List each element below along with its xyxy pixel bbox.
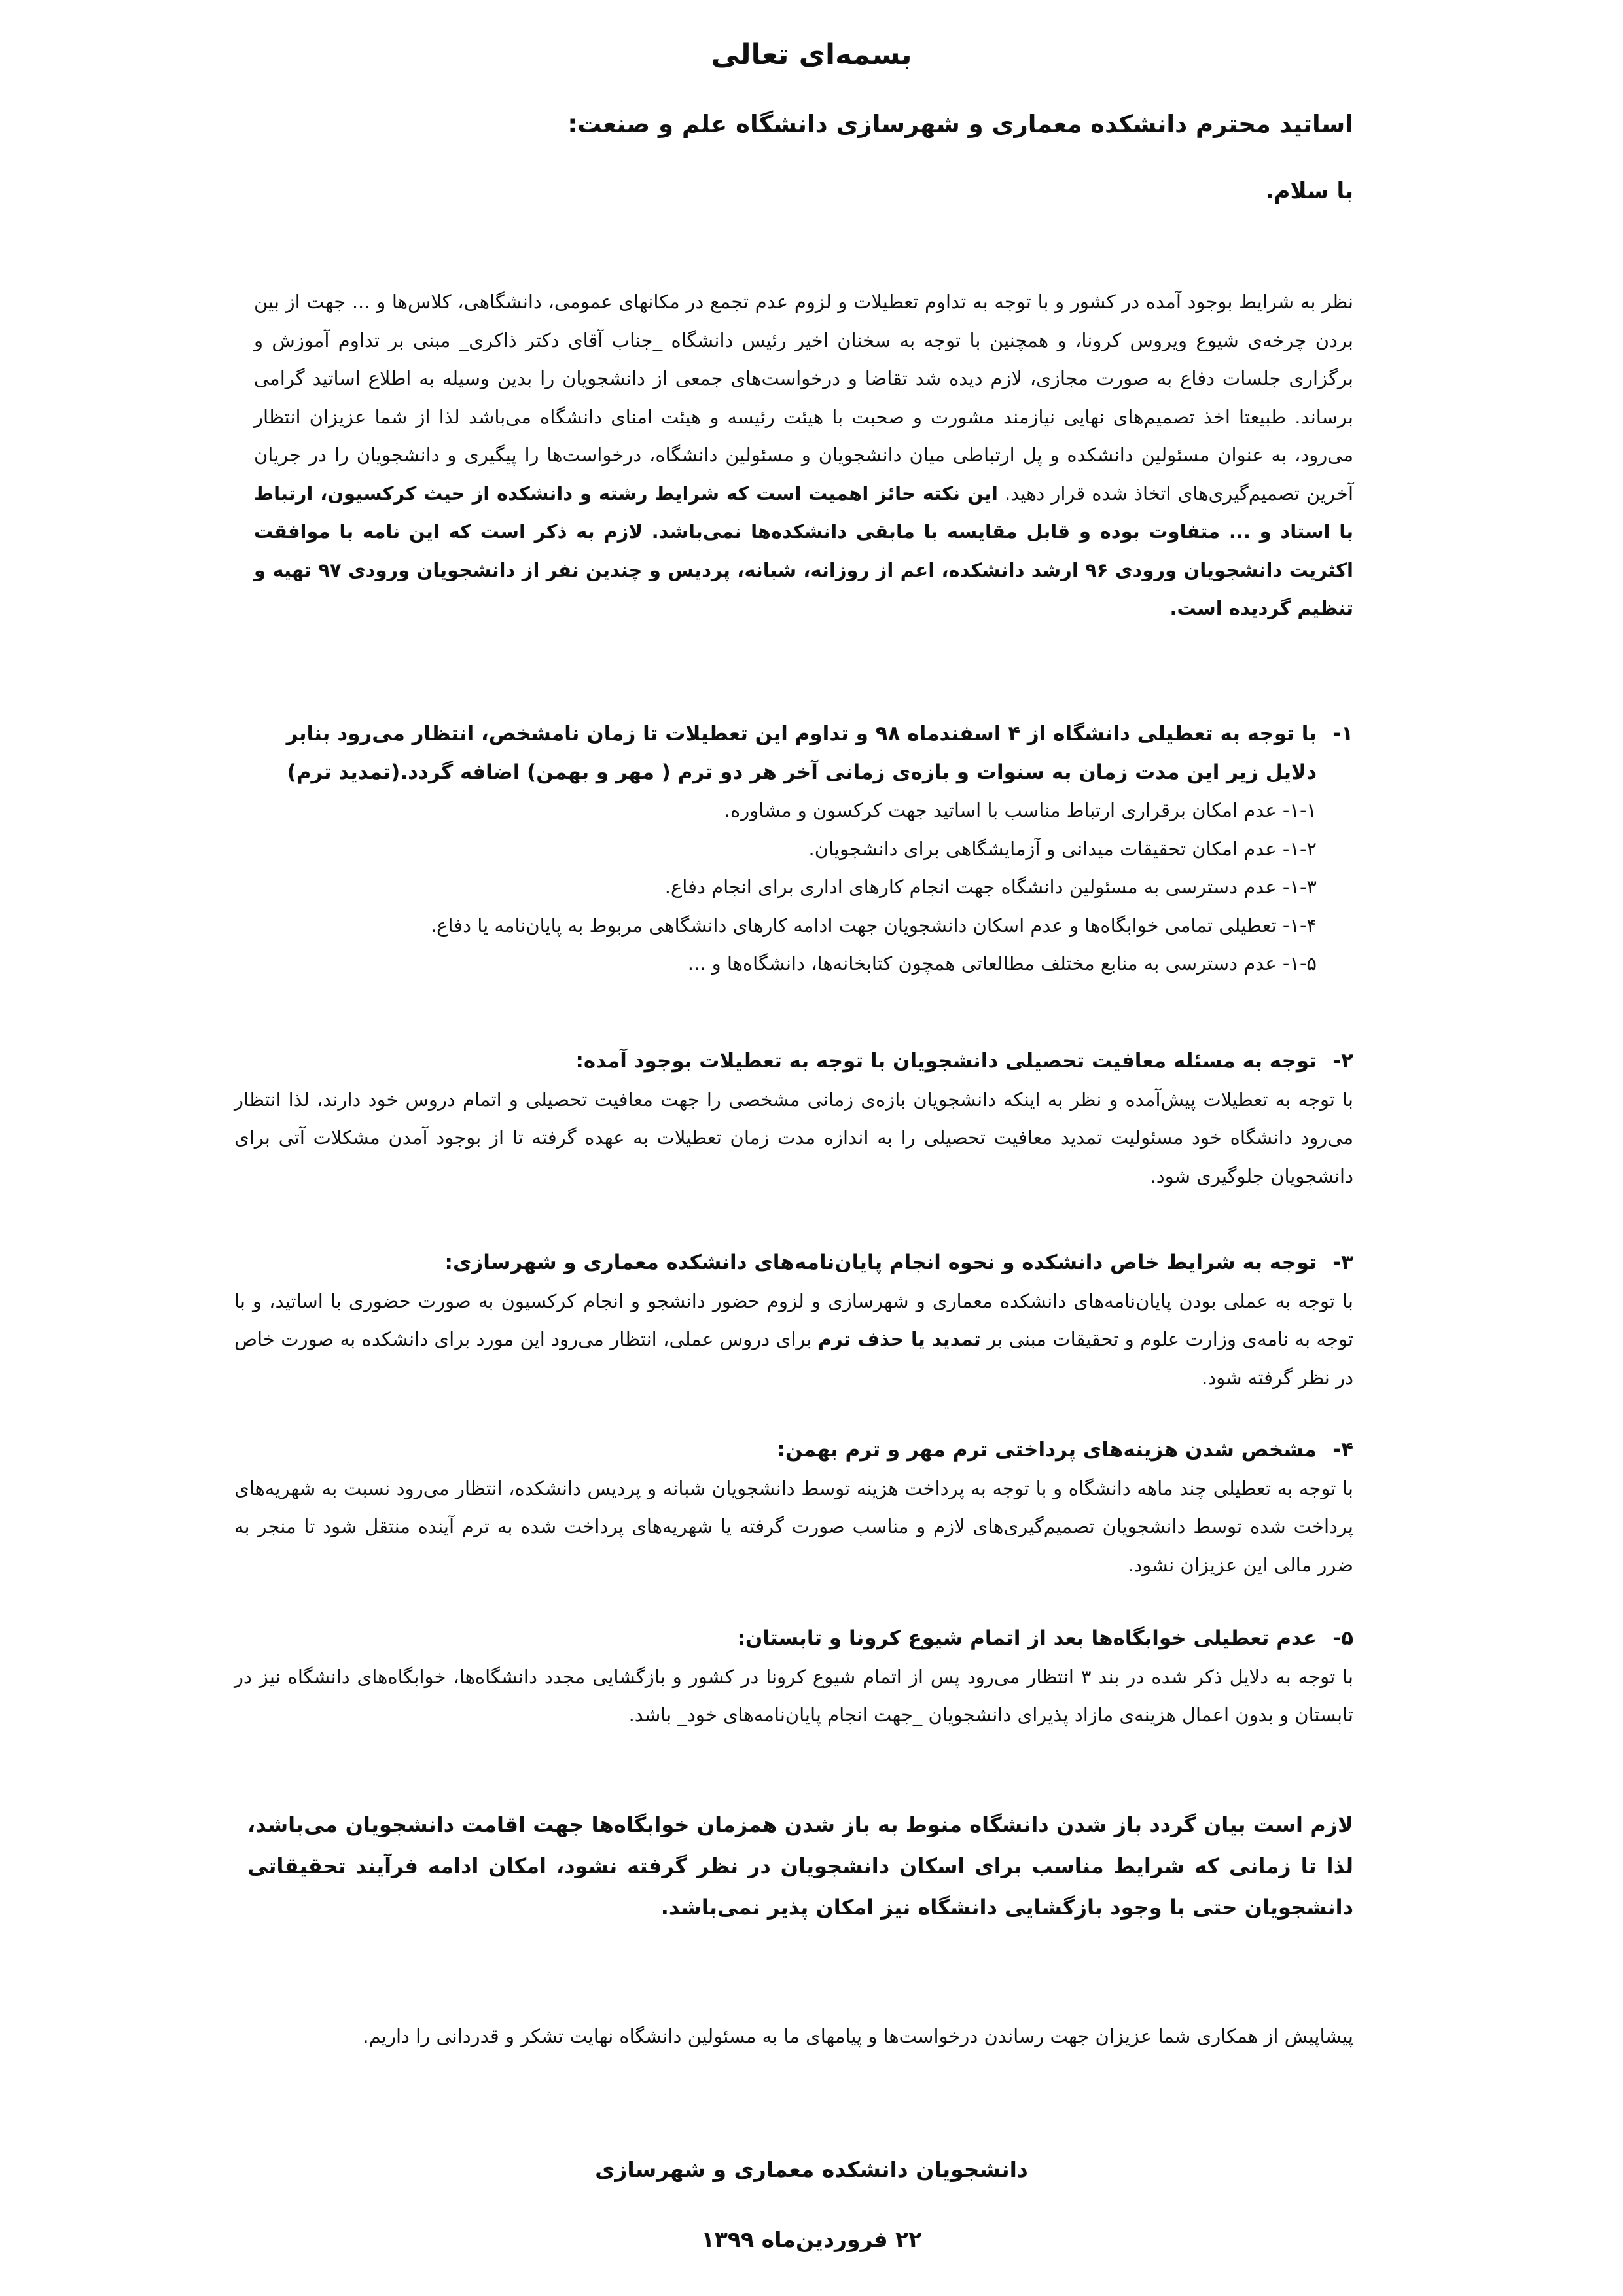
section-4-title <box>234 1431 1353 1469</box>
section-3-heading: توجه به شرایط خاص دانشکده و نحوه انجام پایان‌نامه‌های دانشکده معماری و شهرسازی: <box>444 1251 1317 1274</box>
section-1-reasons <box>234 791 1353 983</box>
intro-text: نظر به شرایط بوجود آمده در کشور و با توجه به تداوم تعطیلات و لزوم عدم تجمع در مکانهای عمومی، دانشگاهی، کلاس‌ها و ... جهت از بین بردن چرخه‌ی شیوع ویروس کرونا، و همچنین با توجه به سخنان اخیر رئیس دانشگاه _جناب آقای دکتر ذاکری_ مبنی بر تداوم آموزش و برگزاری جلسات دفاع به صورت مجازی، لازم دیده شد تقاضا و درخواست‌های جمعی از دانشجویان را بدین وسیله به اطلاع اساتید گرامی برساند. طبیعتا اخذ تصمیم‌های نهایی نیازمند مشورت و صحبت با هیئت رئیسه و هیئت امنای دانشگاه می‌باشد لذا از شما عزیزان انتظار می‌رود، به عنوان مسئولین دانشکده و پل ارتباطی میان دانشجویان و مسئولین دانشگاه، درخواست‌ها را پیگیری و دانشجویان را در جریان آخرین تصمیم‌گیری‌های اتخاذ شده قرار دهید. <box>254 291 1353 505</box>
closing-paragraph: لازم است بیان گردد باز شدن دانشگاه منوط به باز شدن همزمان خوابگاه‌ها جهت اقامت دانشجویان می‌باشد، لذا تا زمانی که شرایط مناسب برای اسکان دانشجویان در نظر گرفته نشود، امکان ادامه فرآیند تحقیقاتی دانشجویان حتی با وجود بازگشایی دانشگاه نیز امکان پذیر نمی‌باشد. <box>247 1812 1353 1920</box>
section-3-text-end: برای دروس عملی، انتظار می‌رود این مورد برای دانشکده به صورت خاص در نظر گرفته شود. <box>234 1328 1353 1389</box>
letter-heading: بسمه‌ای تعالی <box>711 38 912 71</box>
section-4-body: با توجه به تعطیلی چند ماهه دانشگاه و با توجه به پرداخت هزینه توسط دانشجویان شبانه و پردیس دانشکده، انتظار می‌رود نسبت به شهریه‌های پرداخت شده توسط دانشجویان تصمیم‌گیری‌های لازم و مناسب صورت گرفته یا شهریه‌های پرداخت شده به ترم آینده منتقل شود تا منجر به ضرر مالی این عزیزان نشود. <box>234 1477 1353 1576</box>
signature-line: دانشجویان دانشکده معماری و شهرسازی <box>595 2157 1028 2182</box>
addressee-line: اساتید محترم دانشکده معماری و شهرسازی دانشگاه علم و صنعت: <box>567 110 1353 138</box>
thanks-paragraph: پیشاپیش از همکاری شما عزیزان جهت رساندن درخواست‌ها و پیامهای ما به مسئولین دانشگاه نهایت تشکر و قدردانی را داریم. <box>363 2025 1353 2047</box>
section-5-body: با توجه به دلایل ذکر شده در بند ۳ انتظار می‌رود پس از اتمام شیوع کرونا در کشور و بازگشایی مجدد دانشگاه‌ها، خوابگاه‌های دانشگاه نیز در تابستان و بدون اعمال هزینه‌ی مازاد پذیرای دانشجویان _جهت انجام پایان‌نامه‌های خود_ باشد. <box>234 1665 1354 1726</box>
section-3-emphasis: تمدید یا حذف ترم <box>817 1328 981 1350</box>
section-5-title <box>234 1619 1353 1658</box>
section-4-number: ۴- <box>1332 1438 1353 1462</box>
salutation: با سلام. <box>1265 178 1353 204</box>
intro-emphasis: این نکته حائز اهمیت است که شرایط رشته و دانشکده از حیث کرکسیون، ارتباط با استاد و ... متفاوت بوده و قابل مقایسه با مابقی دانشکده‌ها نمی‌باشد. لازم به ذکر است که این نامه با موافقت اکثریت دانشجویان ورودی ۹۶ ارشد دانشکده، اعم از روزانه، شبانه، پردیس و چندین نفر از دانشجویان ورودی ۹۷ تهیه و تنظیم گردیده است. <box>254 482 1353 619</box>
section-3 <box>234 1244 1353 1397</box>
section-2-heading: توجه به مسئله معافیت تحصیلی دانشجویان با توجه به تعطیلات بوجود آمده: <box>575 1049 1317 1073</box>
intro-paragraph <box>254 283 1353 628</box>
section-5 <box>234 1619 1353 1734</box>
list-item: ۱-۱- عدم امکان برقراری ارتباط مناسب با اساتید جهت کرکسون و مشاوره. <box>724 799 1317 821</box>
section-3-title <box>234 1244 1353 1282</box>
section-3-number: ۳- <box>1332 1251 1353 1274</box>
section-3-body <box>234 1282 1353 1397</box>
section-1-heading: با توجه به تعطیلی دانشگاه از ۴ اسفندماه ۹۸ و تداوم این تعطیلات تا زمان نامشخص، انتظار می‌رود بنابر دلایل زیر این مدت زمان به سنوات و بازه‌ی زمانی آخر هر دو ترم ( مهر و بهمن) اضافه گردد.(تمدید ترم) <box>286 722 1317 784</box>
section-4 <box>234 1431 1353 1584</box>
section-3-text: با توجه به عملی بودن پایان‌نامه‌های دانشکده معماری و شهرسازی و لزوم حضور دانشجو و انجام کرکسیون به صورت حضوری با اساتید، و با توجه به نامه‌ی وزارت علوم و تحقیقات مبنی بر <box>234 1289 1354 1350</box>
list-item: ۱-۳- عدم دسترسی به مسئولین دانشگاه جهت انجام کارهای اداری برای انجام دفاع. <box>664 876 1317 898</box>
list-item: ۱-۵- عدم دسترسی به منابع مختلف مطالعاتی همچون کتابخانه‌ها، دانشگاه‌ها و ... <box>687 952 1317 975</box>
section-2 <box>234 1042 1353 1195</box>
section-2-title <box>234 1042 1353 1081</box>
section-1-number: ۱- <box>1332 722 1353 745</box>
letter-date: ۲۲ فروردین‌ماه ۱۳۹۹ <box>701 2227 922 2252</box>
list-item: ۱-۲- عدم امکان تحقیقات میدانی و آزمایشگاهی برای دانشجویان. <box>808 837 1317 860</box>
section-1-title <box>234 715 1353 791</box>
section-5-heading: عدم تعطیلی خوابگاه‌ها بعد از اتمام شیوع کرونا و تابستان: <box>737 1626 1317 1650</box>
list-item: ۱-۴- تعطیلی تمامی خوابگاه‌ها و عدم اسکان دانشجویان جهت ادامه کارهای دانشگاهی مربوط به پایان‌نامه یا دفاع. <box>430 914 1317 937</box>
section-2-number: ۲- <box>1332 1049 1353 1073</box>
section-2-body: با توجه به تعطیلات پیش‌آمده و نظر به اینکه دانشجویان بازه‌ی زمانی مشخصی را جهت معافیت تحصیلی و اتمام دروس خود دارند، لذا انتظار می‌رود دانشگاه خود مسئولیت تمدید معافیت تحصیلی را به اندازه مدت زمان تعطیلات به عهده گرفته تا از بوجود آمدن مشکلات آتی برای دانشجویان جلوگیری شود. <box>234 1088 1353 1187</box>
section-1 <box>234 715 1353 983</box>
section-4-heading: مشخص شدن هزینه‌های پرداختی ترم مهر و ترم بهمن: <box>777 1438 1317 1462</box>
section-5-number: ۵- <box>1332 1626 1353 1650</box>
